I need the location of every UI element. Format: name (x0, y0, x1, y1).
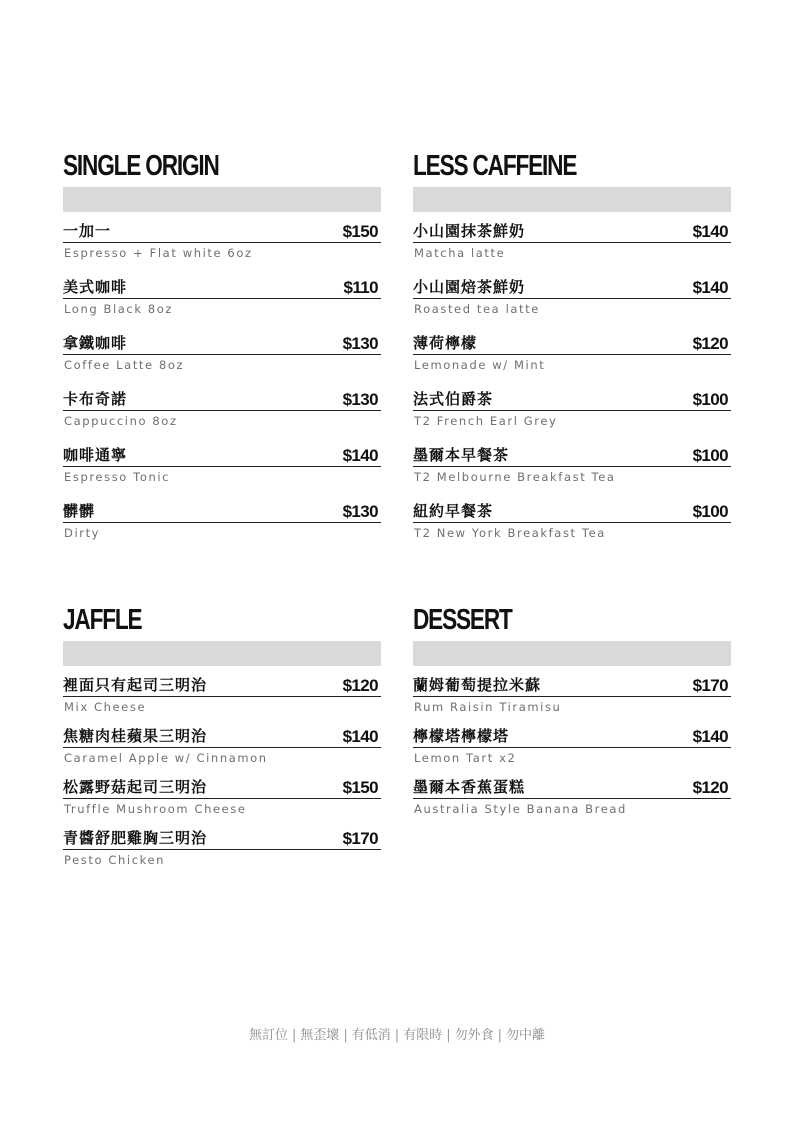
footer-separator: | (291, 1028, 297, 1043)
menu-item-description: Australia Style Banana Bread (414, 802, 627, 816)
footer-note: 勿中離 (506, 1028, 546, 1043)
menu-item-name: 卡布奇諾 (63, 390, 128, 408)
menu-item-name: 一加一 (63, 222, 112, 240)
menu-item-header (63, 330, 381, 355)
menu-list (63, 218, 381, 554)
menu-item-price: $140 (692, 222, 728, 241)
menu-item-header (63, 723, 381, 748)
menu-item-header (63, 386, 381, 411)
menu-item-header (413, 442, 731, 467)
section-less-caffeine (413, 149, 731, 540)
menu-item-name: 小山園焙茶鮮奶 (413, 278, 526, 296)
menu-item-header (413, 274, 731, 299)
footer-note: 有限時 (403, 1028, 443, 1043)
section-title: JAFFLE (63, 604, 142, 636)
menu-item-name: 薄荷檸檬 (413, 334, 478, 352)
footer-note: 無訂位 (248, 1028, 288, 1043)
footer-separator: | (497, 1028, 502, 1043)
menu-item-header (413, 218, 731, 243)
menu-item-description: Dirty (64, 526, 101, 540)
menu-item-description: T2 New York Breakfast Tea (414, 526, 606, 540)
menu-item (413, 498, 731, 554)
menu-item-name: 松露野菇起司三明治 (63, 778, 208, 796)
menu-item-description: Mix Cheese (64, 700, 147, 714)
menu-item-name: 裡面只有起司三明治 (63, 676, 208, 694)
menu-item-price: $100 (692, 502, 728, 521)
menu-item (413, 442, 731, 498)
section-title-bar (63, 641, 381, 666)
menu-item (413, 218, 731, 274)
menu-item (63, 774, 381, 825)
footer-separator: | (446, 1028, 451, 1043)
menu-item-header (63, 498, 381, 523)
menu-item-name: 法式伯爵茶 (413, 390, 494, 408)
menu-item (63, 498, 381, 554)
menu-item-price: $140 (692, 278, 728, 297)
section-title-bar (413, 187, 731, 212)
menu-item-price: $170 (692, 676, 728, 695)
menu-item-price: $150 (342, 222, 378, 241)
menu-item (63, 218, 381, 274)
menu-item-name: 青醬舒肥雞胸三明治 (63, 829, 208, 847)
menu-list (63, 672, 381, 876)
menu-item (63, 386, 381, 442)
menu-item-description: Espresso + Flat white 6oz (64, 246, 253, 260)
menu-item-description: Truffle Mushroom Cheese (64, 802, 247, 816)
section-dessert (413, 603, 731, 816)
menu-item-name: 蘭姆葡萄提拉米蘇 (413, 676, 542, 694)
menu-item-price: $130 (342, 390, 378, 409)
menu-item (63, 825, 381, 876)
footer-separator: | (394, 1028, 400, 1043)
menu-item (413, 330, 731, 386)
section-jaffle (63, 603, 381, 867)
menu-item-description: T2 French Earl Grey (414, 414, 558, 428)
footer-note: 無歪壞 (300, 1028, 340, 1043)
section-title: SINGLE ORIGIN (63, 150, 219, 182)
menu-item-header (413, 672, 731, 697)
menu-item-description: Long Black 8oz (64, 302, 174, 316)
menu-item (63, 274, 381, 330)
menu-item-header (63, 672, 381, 697)
menu-item-header (413, 774, 731, 799)
menu-item-description: Espresso Tonic (64, 470, 171, 484)
footer-note: 有低消 (351, 1028, 391, 1043)
menu-item-price: $140 (342, 727, 378, 746)
menu-item-price: $100 (692, 446, 728, 465)
menu-item-price: $120 (692, 334, 728, 353)
menu-item (413, 672, 731, 723)
menu-item-price: $120 (342, 676, 378, 695)
menu-item-description: Lemonade w/ Mint (414, 358, 546, 372)
menu-item (413, 774, 731, 825)
menu-item-price: $170 (342, 829, 378, 848)
menu-item (413, 386, 731, 442)
menu-item-name: 紐約早餐茶 (413, 502, 494, 520)
menu-item-description: Cappuccino 8oz (64, 414, 178, 428)
menu-item-description: Rum Raisin Tiramisu (414, 700, 562, 714)
menu-item-header (413, 498, 731, 523)
section-title-bar (63, 187, 381, 212)
menu-item-name: 焦糖肉桂蘋果三明治 (63, 727, 208, 745)
menu-item-name: 美式咖啡 (63, 278, 128, 296)
menu-list (413, 218, 731, 554)
menu-item (413, 723, 731, 774)
menu-item-description: Pesto Chicken (64, 853, 166, 867)
menu-item (63, 723, 381, 774)
menu-item-price: $140 (342, 446, 378, 465)
menu-list (413, 672, 731, 825)
menu-item-name: 小山園抹茶鮮奶 (413, 222, 526, 240)
menu-item-header (63, 774, 381, 799)
menu-item-header (63, 442, 381, 467)
menu-item (63, 442, 381, 498)
menu-item-description: Roasted tea latte (414, 302, 540, 316)
section-title: DESSERT (413, 604, 512, 636)
menu-item-name: 咖啡通寧 (63, 446, 128, 464)
menu-item-header (413, 723, 731, 748)
menu-item-description: Matcha latte (414, 246, 506, 260)
menu-item-header (63, 274, 381, 299)
section-title-bar (413, 641, 731, 666)
menu-item-description: Caramel Apple w/ Cinnamon (64, 751, 268, 765)
menu-item-description: Coffee Latte 8oz (64, 358, 185, 372)
menu-item-header (413, 386, 731, 411)
menu-item-header (63, 218, 381, 243)
menu-item-price: $100 (692, 390, 728, 409)
menu-item-price: $130 (342, 502, 378, 521)
menu-item-description: T2 Melbourne Breakfast Tea (414, 470, 616, 484)
menu-item-header (413, 330, 731, 355)
menu-item-price: $140 (692, 727, 728, 746)
menu-item (63, 672, 381, 723)
menu-item-name: 拿鐵咖啡 (63, 334, 128, 352)
menu-item-description: Lemon Tart x2 (414, 751, 517, 765)
menu-item-price: $130 (342, 334, 378, 353)
menu-item-header (63, 825, 381, 850)
menu-item-price: $110 (343, 278, 378, 297)
menu-item-price: $120 (692, 778, 728, 797)
menu-item (63, 330, 381, 386)
menu-item-name: 墨爾本香蕉蛋糕 (413, 778, 526, 796)
section-title: LESS CAFFEINE (413, 150, 577, 182)
footer-notes (0, 1024, 794, 1043)
menu-item-name: 檸檬塔檸檬塔 (413, 727, 510, 745)
footer-note: 勿外食 (454, 1028, 494, 1043)
footer-separator: | (343, 1028, 348, 1043)
menu-item-name: 墨爾本早餐茶 (413, 446, 510, 464)
section-single-origin (63, 149, 381, 540)
menu-item-price: $150 (342, 778, 378, 797)
menu-item-name: 髒髒 (63, 502, 96, 520)
menu-item (413, 274, 731, 330)
